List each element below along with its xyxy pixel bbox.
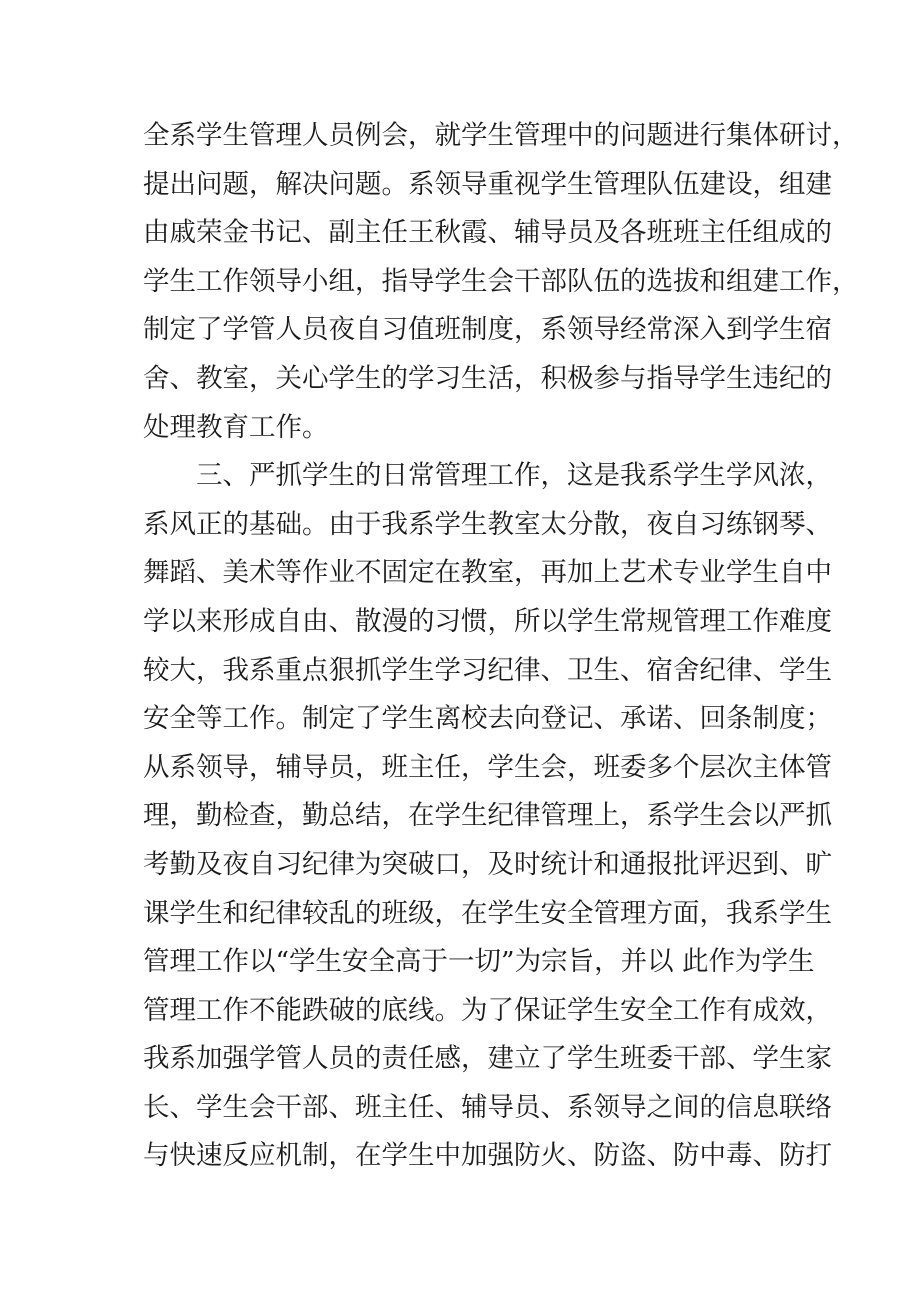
text-line: 较大，我系重点狠抓学生学习纪律、卫生、宿舍纪律、学生 xyxy=(143,654,832,686)
text-line: 处理教育工作。 xyxy=(143,411,329,443)
document-body xyxy=(143,112,859,1181)
text-line: 管理工作不能跌破的底线。为了保证学生安全工作有成效， xyxy=(143,994,832,1026)
text-line: 提出问题，解决问题。系领导重视学生管理队伍建设，组建 xyxy=(143,168,832,200)
text-line: 课学生和纪律较乱的班级，在学生安全管理方面，我系学生 xyxy=(143,897,832,929)
text-line: 学生工作领导小组，指导学生会干部队伍的选拔和组建工作， xyxy=(143,265,859,297)
text-line: 学以来形成自由、散漫的习惯，所以学生常规管理工作难度 xyxy=(143,605,832,637)
paragraph-first-line: 三、严抓学生的日常管理工作，这是我系学生学风浓， xyxy=(196,460,832,492)
text-line: 安全等工作。制定了学生离校去向登记、承诺、回条制度； xyxy=(143,703,832,735)
text-line: 理，勤检查，勤总结，在学生纪律管理上，系学生会以严抓 xyxy=(143,800,832,832)
text-line: 考勤及夜自习纪律为突破口，及时统计和通报批评迟到、旷 xyxy=(143,848,832,880)
text-line: 我系加强学管人员的责任感，建立了学生班委干部、学生家 xyxy=(143,1043,832,1075)
text-line: 从系领导，辅导员，班主任，学生会，班委多个层次主体管 xyxy=(143,751,832,783)
text-line: 与快速反应机制，在学生中加强防火、防盗、防中毒、防打 xyxy=(143,1140,832,1172)
text-line: 由戚荣金书记、副主任王秋霞、辅导员及各班班主任组成的 xyxy=(143,217,832,249)
text-line: 全系学生管理人员例会，就学生管理中的问题进行集体研讨， xyxy=(143,120,859,151)
text-line: 制定了学管人员夜自习值班制度，系领导经常深入到学生宿 xyxy=(143,314,832,346)
text-line: 舍、教室，关心学生的学习生活，积极参与指导学生违纪的 xyxy=(143,362,832,394)
text-line: 管理工作以“学生安全高于一切”为宗旨，并以 此作为学生 xyxy=(143,946,815,978)
text-line: 舞蹈、美术等作业不固定在教室，再加上艺术专业学生自中 xyxy=(143,557,832,589)
text-line: 系风正的基础。由于我系学生教室太分散，夜自习练钢琴、 xyxy=(143,508,832,540)
text-line: 长、学生会干部、班主任、辅导员、系领导之间的信息联络 xyxy=(143,1091,832,1123)
